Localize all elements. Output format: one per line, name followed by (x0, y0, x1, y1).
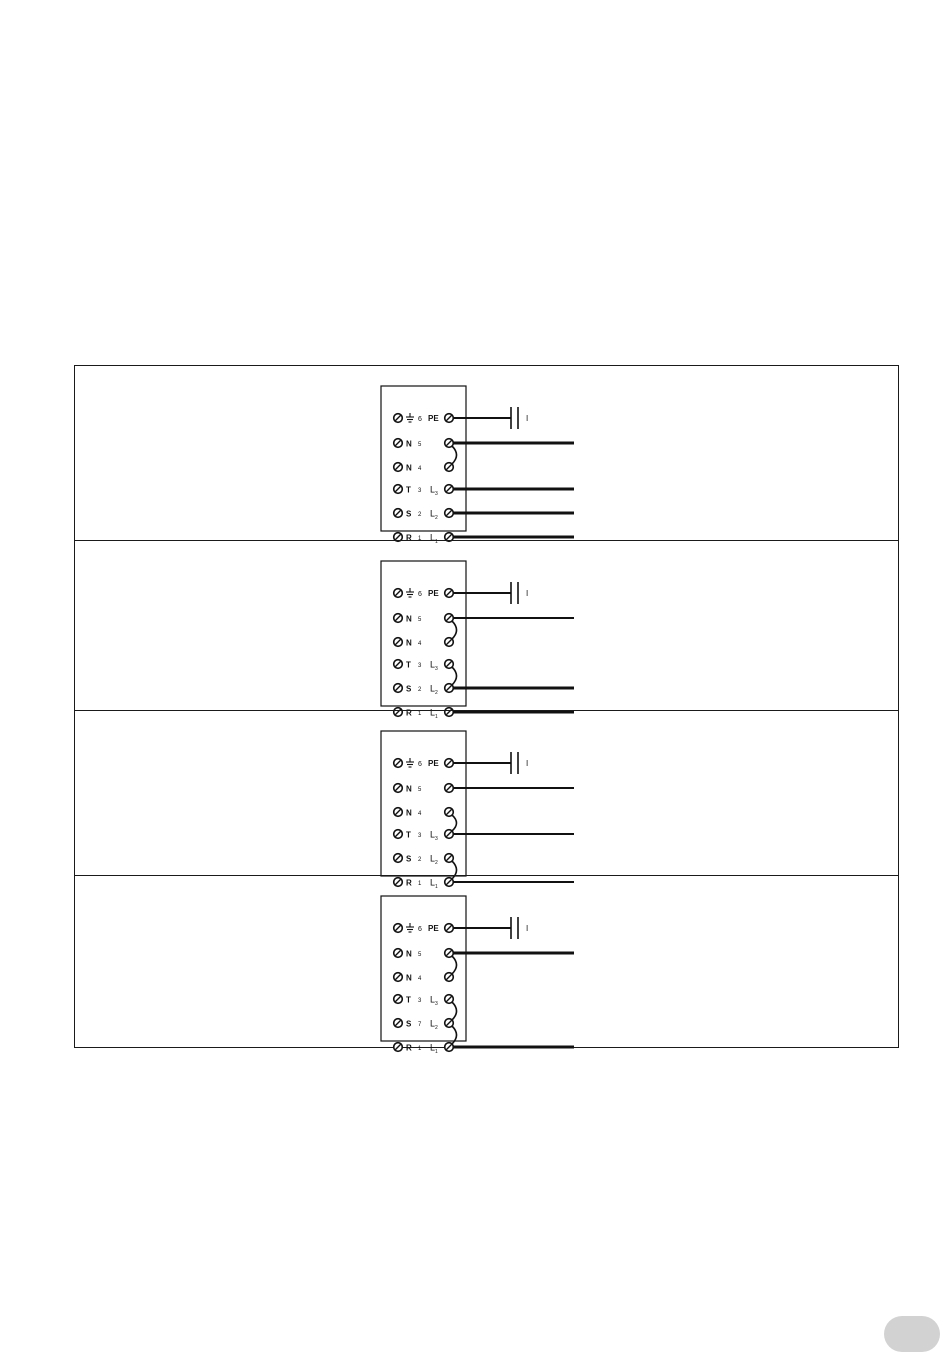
terminal-number: 1 (418, 881, 422, 887)
phase-subscript-r: 1 (435, 714, 438, 720)
terminal-number: 4 (418, 641, 422, 647)
diagram-row (75, 540, 898, 720)
terminal-number: 4 (418, 811, 422, 817)
terminal-number: 4 (418, 976, 422, 982)
terminal-letter-t: T (406, 830, 411, 840)
left-terminal-screw (394, 509, 403, 518)
ground-symbol-label: I (526, 589, 529, 598)
terminal-block-diagram (75, 541, 898, 720)
terminal-number: 1 (418, 711, 422, 717)
phase-subscript-t: 3 (435, 1001, 438, 1007)
terminal-letter-n5: N (406, 784, 412, 794)
right-terminal-screw (445, 924, 454, 933)
terminal-number: 5 (418, 617, 422, 623)
phase-subscript-r: 1 (435, 1049, 438, 1055)
terminal-letter-r: R (406, 533, 412, 543)
left-terminal-screw (394, 759, 403, 768)
phase-label-r: L (430, 532, 436, 543)
left-terminal-screw (394, 1043, 403, 1052)
terminal-letter-n5: N (406, 614, 412, 624)
left-terminal-screw (394, 589, 403, 598)
terminal-number: 3 (418, 833, 422, 839)
terminal-number: 6 (418, 591, 422, 598)
right-terminal-screw (445, 830, 454, 839)
right-terminal-screw (445, 784, 454, 793)
terminal-number: 5 (418, 442, 422, 448)
right-terminal-screw (445, 973, 454, 982)
terminal-letter-t: T (406, 485, 411, 495)
left-terminal-screw (394, 1019, 403, 1028)
left-terminal-screw (394, 439, 403, 448)
terminal-letter-t: T (406, 660, 411, 670)
terminal-number: 2 (418, 512, 422, 518)
terminal-number: 4 (418, 466, 422, 472)
right-terminal-screw (445, 1043, 454, 1052)
left-terminal-screw (394, 854, 403, 863)
phase-subscript-s: 2 (435, 690, 438, 696)
right-terminal-screw (445, 759, 454, 768)
terminal-number: 2 (418, 687, 422, 693)
left-terminal-screw (394, 995, 403, 1004)
phase-subscript-s: 2 (435, 860, 438, 866)
left-terminal-screw (394, 638, 403, 647)
terminal-letter-r: R (406, 1043, 412, 1053)
diagram-row (75, 366, 898, 545)
left-terminal-screw (394, 924, 403, 933)
terminal-letter-n4: N (406, 638, 412, 648)
right-terminal-screw (445, 439, 454, 448)
terminal-number: 6 (418, 761, 422, 768)
terminal-letter-s: S (406, 1019, 412, 1029)
wiring-diagram-table (74, 365, 899, 1055)
terminal-block (381, 731, 466, 876)
diagram-row (75, 875, 898, 1055)
terminal-block (381, 386, 466, 531)
right-terminal-screw (445, 589, 454, 598)
phase-label-t: L (430, 484, 436, 495)
terminal-number: 1 (418, 536, 422, 542)
phase-subscript-t: 3 (435, 491, 438, 497)
terminal-pe-label: PE (428, 414, 439, 423)
page-number-badge (884, 1316, 940, 1352)
phase-label-t: L (430, 829, 436, 840)
terminal-letter-n5: N (406, 949, 412, 959)
left-terminal-screw (394, 660, 403, 669)
right-terminal-screw (445, 614, 454, 623)
terminal-number: 3 (418, 663, 422, 669)
left-terminal-screw (394, 830, 403, 839)
right-terminal-screw (445, 949, 454, 958)
terminal-number: 5 (418, 952, 422, 958)
left-terminal-screw (394, 784, 403, 793)
terminal-number: 3 (418, 488, 422, 494)
terminal-letter-s: S (406, 854, 412, 864)
terminal-pe-label: PE (428, 589, 439, 598)
phase-label-s: L (430, 1018, 436, 1029)
left-terminal-screw (394, 463, 403, 472)
right-terminal-screw (445, 638, 454, 647)
terminal-pe-label: PE (428, 759, 439, 768)
terminal-number: 5 (418, 787, 422, 793)
terminal-block-diagram (75, 708, 898, 890)
phase-label-s: L (430, 683, 436, 694)
phase-label-s: L (430, 853, 436, 864)
left-terminal-screw (394, 949, 403, 958)
right-terminal-screw (445, 854, 454, 863)
terminal-letter-n5: N (406, 439, 412, 449)
left-terminal-screw (394, 614, 403, 623)
phase-subscript-s: 2 (435, 515, 438, 521)
terminal-letter-n4: N (406, 973, 412, 983)
diagram-row (75, 707, 898, 890)
left-terminal-screw (394, 485, 403, 494)
right-terminal-screw (445, 660, 454, 669)
terminal-letter-n4: N (406, 463, 412, 473)
right-terminal-screw (445, 463, 454, 472)
phase-subscript-r: 1 (435, 539, 438, 545)
terminal-pe-label: PE (428, 924, 439, 933)
terminal-number: 2 (418, 857, 422, 863)
phase-label-t: L (430, 994, 436, 1005)
right-terminal-screw (445, 995, 454, 1004)
phase-label-r: L (430, 707, 436, 718)
ground-symbol-label: I (526, 924, 529, 933)
terminal-letter-r: R (406, 708, 412, 718)
right-terminal-screw (445, 808, 454, 817)
left-terminal-screw (394, 414, 403, 423)
left-terminal-screw (394, 684, 403, 693)
phase-subscript-s: 2 (435, 1025, 438, 1031)
terminal-number: 3 (418, 998, 422, 1004)
ground-symbol-label: I (526, 414, 529, 423)
phase-subscript-r: 1 (435, 884, 438, 890)
phase-label-r: L (430, 877, 436, 888)
terminal-block-diagram (75, 366, 898, 545)
right-terminal-screw (445, 1019, 454, 1028)
terminal-number: 7 (418, 1022, 422, 1028)
terminal-number: 6 (418, 926, 422, 933)
terminal-block-diagram (75, 876, 898, 1055)
right-terminal-screw (445, 485, 454, 494)
phase-label-s: L (430, 508, 436, 519)
terminal-letter-n4: N (406, 808, 412, 818)
phase-label-r: L (430, 1042, 436, 1053)
right-terminal-screw (445, 509, 454, 518)
right-terminal-screw (445, 684, 454, 693)
left-terminal-screw (394, 973, 403, 982)
phase-subscript-t: 3 (435, 836, 438, 842)
terminal-letter-r: R (406, 878, 412, 888)
terminal-letter-s: S (406, 509, 412, 519)
ground-symbol-label: I (526, 759, 529, 768)
terminal-number: 1 (418, 1046, 422, 1052)
phase-subscript-t: 3 (435, 666, 438, 672)
terminal-letter-s: S (406, 684, 412, 694)
left-terminal-screw (394, 808, 403, 817)
terminal-number: 6 (418, 416, 422, 423)
terminal-letter-t: T (406, 995, 411, 1005)
right-terminal-screw (445, 414, 454, 423)
phase-label-t: L (430, 659, 436, 670)
